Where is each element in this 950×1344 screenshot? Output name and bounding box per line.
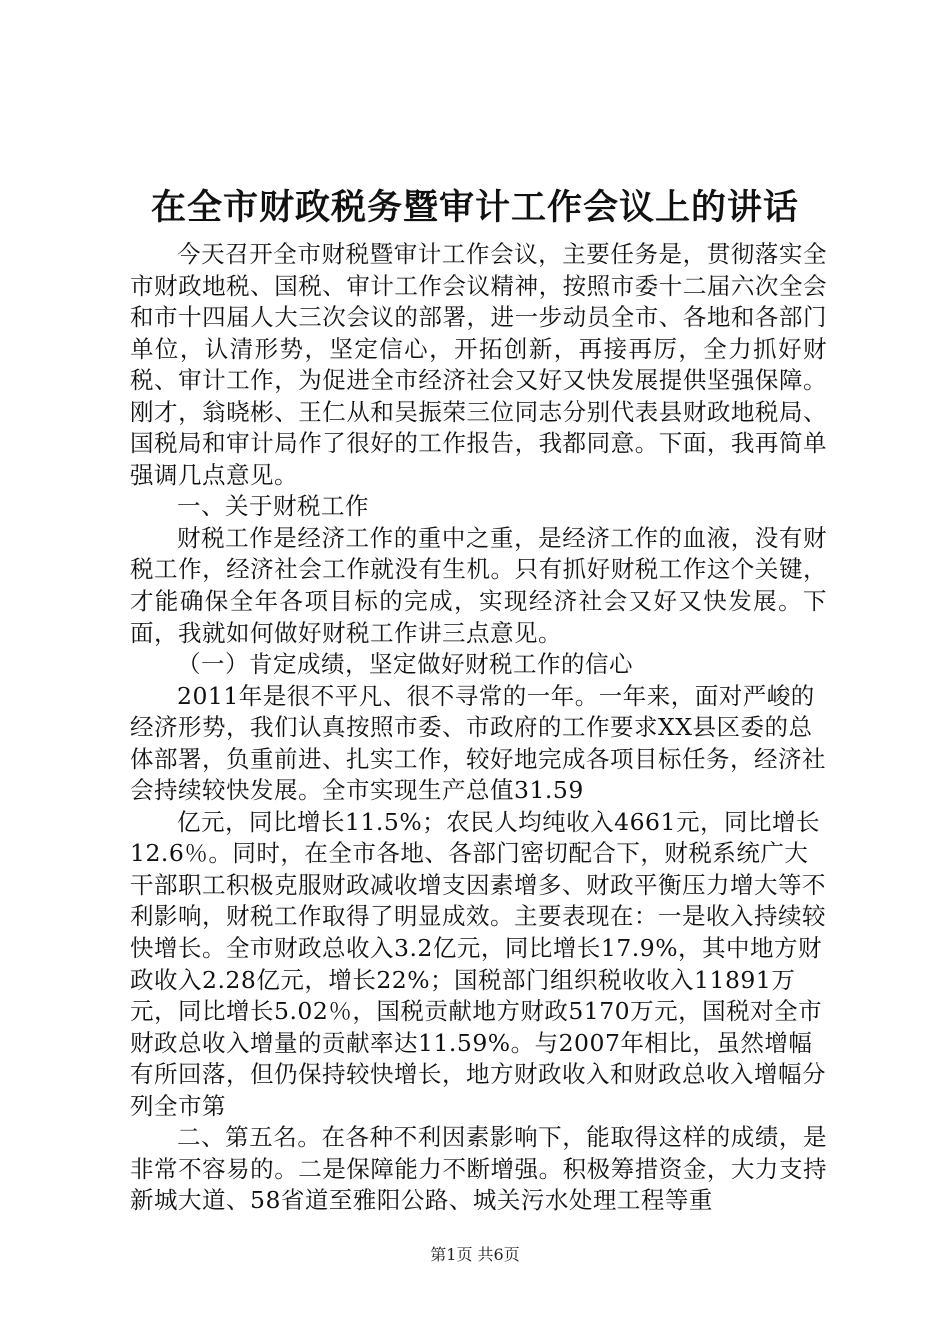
paragraph-2011-overview: 2011年是很不平凡、很不寻常的一年。一年来，面对严峻的经济形势，我们认真按照市委、市政府的工作要求XX县区委的总体部署，负重前进、扎实工作，较好地完成各项目标任务，经济社会持续较快发展。全市实现生产总值31.59 <box>130 681 826 805</box>
paragraph-finance-tax-importance: 财税工作是经济工作的重中之重，是经济工作的血液，没有财税工作，经济社会工作就没有生机。只有抓好财税工作这个关键，才能确保全年各项目标的完成，实现经济社会又好又快发展。下面，我就如何做好财税工作讲三点意见。 <box>130 523 827 647</box>
subsection-heading-achievements: （一）肯定成绩，坚定做好财税工作的信心 <box>177 650 633 679</box>
section-heading-finance-tax: 一、关于财税工作 <box>177 492 369 521</box>
paragraph-ranking: 二、第五名。在各种不利因素影响下，能取得这样的成绩，是非常不容易的。二是保障能力不断增强。积极筹措资金，大力支持新城大道、58省道至雅阳公路、城关污水处理工程等重 <box>130 1123 827 1215</box>
page-number-footer: 第1页 共6页 <box>430 1245 520 1264</box>
paragraph-intro: 今天召开全市财税暨审计工作会议，主要任务是，贯彻落实全市财政地税、国税、审计工作会议精神，按照市委十二届六次全会和市十四届人大三次会议的部署，进一步动员全市、各地和各部门单位，认清形势，坚定信心，开拓创新，再接再厉，全力抓好财税、审计工作，为促进全市经济社会又好又快发展提供坚强保障。刚才，翁晓彬、王仁从和吴振荣三位同志分别代表县财政地税局、国税局和审计局作了很好的工作报告，我都同意。下面，我再简单强调几点意见。 <box>130 240 827 489</box>
document-body <box>130 239 827 1217</box>
paragraph-revenue-growth: 亿元，同比增长11.5%；农民人均纯收入4661元，同比增长12.6％。同时，在全市各地、各部门密切配合下，财税系统广大干部职工积极克服财政减收增支因素增多、财政平衡压力增大等不利影响，财税工作取得了明显成效。主要表现在：一是收入持续较快增长。全市财政总收入3.2亿元，同比增长17.9%，其中地方财政收入2.28亿元，增长22%；国税部门组织税收收入11891万元，同比增长5.02％，国税贡献地方财政5170万元，国税对全市财政总收入增量的贡献率达11.59%。与2007年相比，虽然增幅有所回落，但仍保持较快增长，地方财政收入和财政总收入增幅分列全市第 <box>130 807 826 1120</box>
document-title: 在全市财政税务暨审计工作会议上的讲话 <box>150 187 799 228</box>
